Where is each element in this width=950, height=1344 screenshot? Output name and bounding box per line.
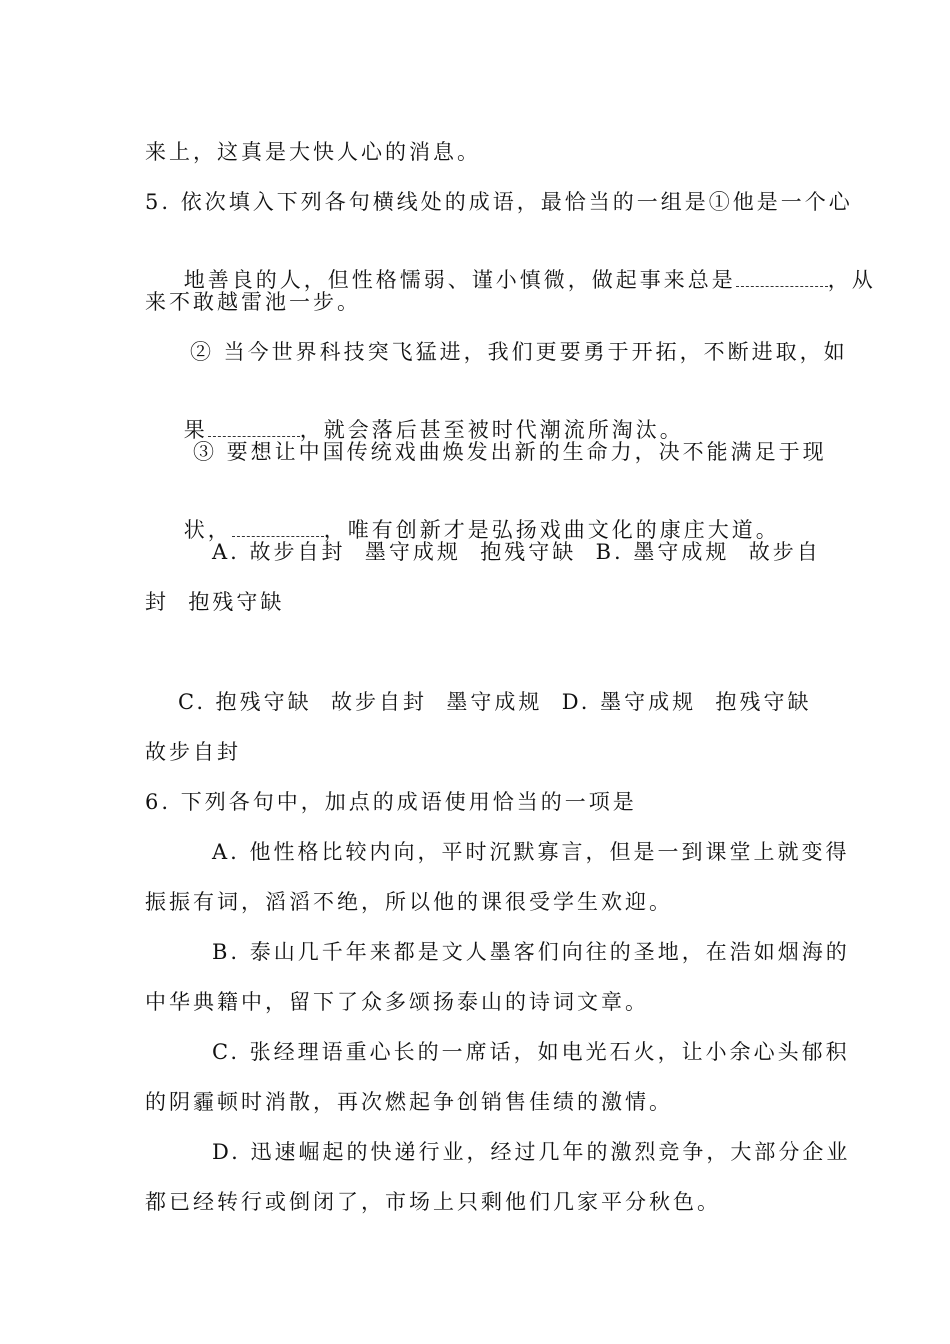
text-fragment: 果 xyxy=(183,418,208,442)
text-line: 都已经转行或倒闭了，市场上只剩他们几家平分秋色。 xyxy=(145,1190,721,1214)
text-fragment: 状， xyxy=(183,518,232,542)
sentence-3: ③ 要想让中国传统戏曲焕发出新的生命力，决不能满足于现 xyxy=(193,440,827,464)
blank-line xyxy=(232,518,324,537)
text-fragment: ，就会落后甚至被时代潮流所淘汰。 xyxy=(299,418,684,442)
sentence-2: ② 当今世界科技突飞猛进，我们更要勇于开拓，不断进取，如 xyxy=(190,340,848,364)
option-b: B. 泰山几千年来都是文人墨客们向往的圣地，在浩如烟海的 xyxy=(212,940,850,964)
question-5-stem: 5. 依次填入下列各句横线处的成语，最恰当的一组是①他是一个心 xyxy=(145,190,853,214)
blank-line xyxy=(736,268,828,287)
text-fragment: 地善良的人，但性格懦弱、谨小慎微，做起事来总是 xyxy=(183,268,736,292)
blank-line xyxy=(208,418,300,437)
option-c: C. 张经理语重心长的一席话，如电光石火，让小余心头郁积 xyxy=(212,1040,850,1064)
text-line: 故步自封 xyxy=(145,740,241,764)
option-d: D. 迅速崛起的快递行业，经过几年的激烈竞争，大部分企业 xyxy=(212,1140,851,1164)
options-ab: A. 故步自封 墨守成规 抱残守缺 B. 墨守成规 故步自 xyxy=(212,540,821,564)
text-line: 来上，这真是大快人心的消息。 xyxy=(145,140,481,164)
text-line: 中华典籍中，留下了众多颂扬泰山的诗词文章。 xyxy=(145,990,649,1014)
option-a: A. 他性格比较内向，平时沉默寡言，但是一到课堂上就变得 xyxy=(212,840,850,864)
text-line: 封 抱残守缺 xyxy=(145,590,285,614)
text-line: 的阴霾顿时消散，再次燃起争创销售佳绩的激情。 xyxy=(145,1090,673,1114)
question-6-stem: 6. 下列各句中，加点的成语使用恰当的一项是 xyxy=(145,790,637,814)
text-fragment: ，从 xyxy=(827,268,876,292)
text-line: 振振有词，滔滔不绝，所以他的课很受学生欢迎。 xyxy=(145,890,673,914)
text-fragment: ，唯有创新才是弘扬戏曲文化的康庄大道。 xyxy=(323,518,780,542)
options-cd: C. 抱残守缺 故步自封 墨守成规 D. 墨守成规 抱残守缺 xyxy=(178,690,812,714)
text-line: 来不敢越雷池一步。 xyxy=(145,290,361,314)
